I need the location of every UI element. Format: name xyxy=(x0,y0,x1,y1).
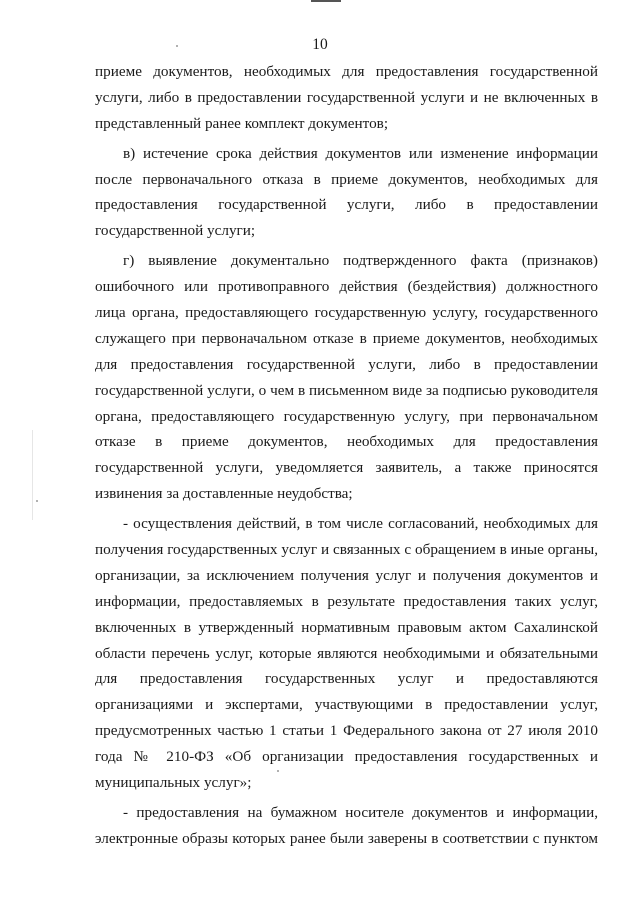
scan-speck xyxy=(277,770,279,772)
text-line: государственной услуги, уведомляется заявитель, а также приносятся xyxy=(95,459,598,477)
text-line: ошибочного или противоправного действия (бездействия) должностного xyxy=(95,278,598,296)
text-line: области перечень услуг, которые являются необходимыми и обязательными xyxy=(95,644,598,662)
text-line: в) истечение срока действия документов или изменение информации xyxy=(123,144,598,162)
text-line: после первоначального отказа в приеме документов, необходимых для xyxy=(95,170,598,188)
text-line: служащего при первоначальном отказе в приеме документов, необходимых xyxy=(95,329,598,347)
text-line: получения государственных услуг и связанных с обращением в иные органы, xyxy=(95,541,598,559)
text-line: г) выявление документально подтвержденного факта (признаков) xyxy=(123,252,598,270)
text-line: государственной услуги; xyxy=(95,222,256,240)
text-line: представленный ранее комплект документов; xyxy=(95,114,389,132)
text-line: отказе в приеме документов, необходимых для предоставления xyxy=(95,433,598,451)
text-line: лица органа, предоставляющего государственную услугу, государственного xyxy=(95,304,598,322)
text-line: - предоставления на бумажном носителе документов и информации, xyxy=(123,803,598,821)
text-line: услуги, либо в предоставлении государственной услуги и не включенных в xyxy=(95,88,598,106)
text-line: для предоставления государственных услуг и предоставляются xyxy=(95,670,598,688)
text-line: муниципальных услуг»; xyxy=(95,774,252,792)
text-line: государственной услуги, о чем в письменном виде за подписью руководителя xyxy=(95,381,598,399)
text-line: для предоставления государственной услуги, либо в предоставлении xyxy=(95,355,598,373)
text-line: организации, за исключением получения услуг и получения документов и xyxy=(95,566,598,584)
text-line: - осуществления действий, в том числе согласований, необходимых для xyxy=(123,515,598,533)
text-line: органа, предоставляющего государственную услугу, при первоначальном xyxy=(95,407,598,425)
text-line: приеме документов, необходимых для предоставления государственной xyxy=(95,63,598,80)
document-body xyxy=(95,59,598,852)
scan-speck xyxy=(36,500,38,502)
page-number: 10 xyxy=(312,36,328,53)
top-edge-mark xyxy=(311,0,341,2)
scan-speck xyxy=(176,45,178,47)
text-line: извинения за доставленные неудобства; xyxy=(95,485,353,503)
text-line: предоставления государственной услуги, либо в предоставлении xyxy=(95,196,598,214)
text-line: информации, предоставляемых в результате предоставления таких услуг, xyxy=(95,592,598,610)
text-line: года № 210-ФЗ «Об организации предоставления государственных и xyxy=(95,748,598,766)
text-line: предусмотренных частью 1 статьи 1 Федерального закона от 27 июля 2010 xyxy=(95,722,598,740)
text-line: электронные образы которых ранее были заверены в соответствии с пунктом xyxy=(95,829,598,847)
scan-edge-shadow xyxy=(32,430,33,520)
text-line: организациями и экспертами, участвующими в предоставлении услуг, xyxy=(95,696,598,714)
text-line: включенных в утвержденный нормативным правовым актом Сахалинской xyxy=(95,618,598,636)
